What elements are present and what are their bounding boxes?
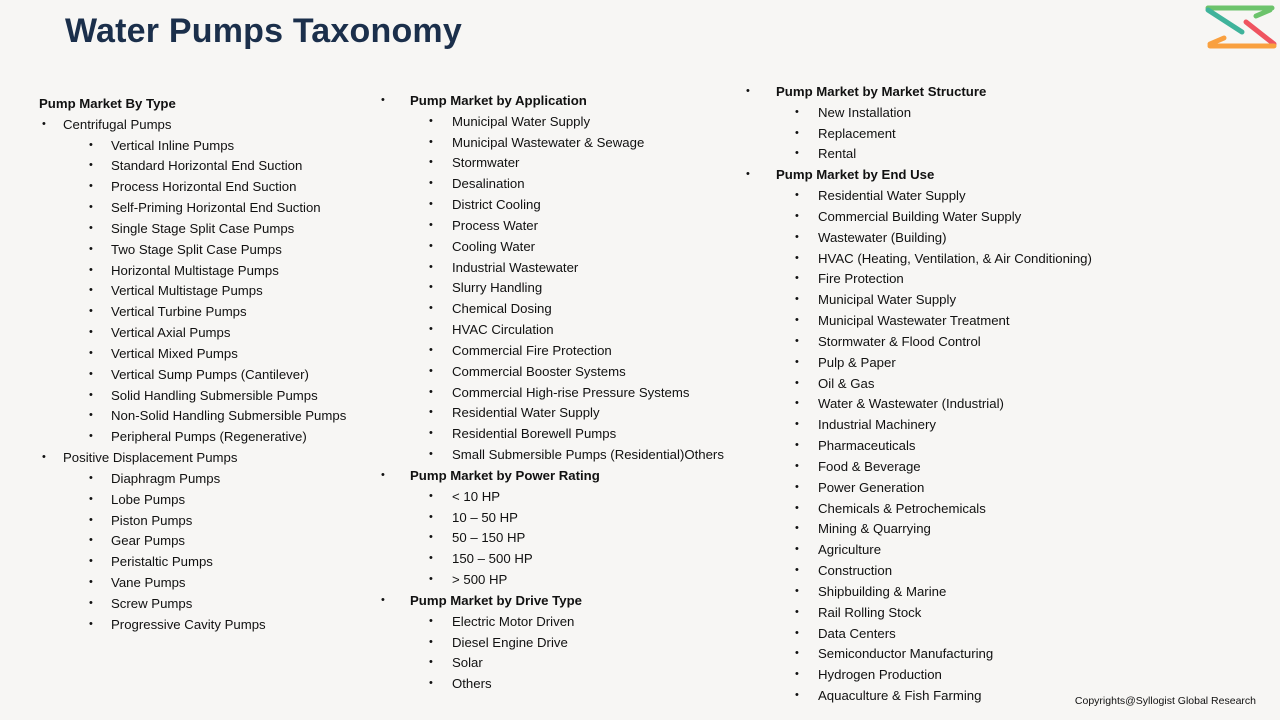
list-item: Industrial Machinery: [818, 417, 937, 433]
bullet-icon: •: [89, 430, 93, 443]
list-item: Oil & Gas: [818, 375, 875, 391]
bullet-icon: •: [795, 105, 799, 118]
list-item: Two Stage Split Case Pumps: [111, 241, 282, 257]
bullet-icon: •: [795, 480, 799, 493]
section-heading: Pump Market by Drive Type: [410, 592, 582, 608]
bullet-icon: •: [795, 147, 799, 160]
bullet-icon: •: [429, 239, 433, 252]
list-item: Wastewater (Building): [818, 229, 947, 245]
bullet-icon: •: [795, 209, 799, 222]
list-item: Single Stage Split Case Pumps: [111, 220, 295, 236]
bullet-icon: •: [429, 489, 433, 502]
bullet-icon: •: [429, 448, 433, 461]
bullet-icon: •: [89, 367, 93, 380]
category-item: Centrifugal Pumps: [63, 116, 172, 132]
list-item: Residential Water Supply: [818, 188, 966, 204]
list-item: Vertical Inline Pumps: [111, 137, 235, 153]
bullet-icon: •: [381, 468, 385, 481]
list-item: Data Centers: [818, 625, 896, 641]
bullet-icon: •: [89, 534, 93, 547]
bullet-icon: •: [429, 552, 433, 565]
bullet-icon: •: [89, 471, 93, 484]
bullet-icon: •: [89, 513, 93, 526]
list-item: Pharmaceuticals: [818, 438, 916, 454]
list-item: Residential Borewell Pumps: [452, 426, 617, 442]
list-item: Chemical Dosing: [452, 301, 552, 317]
bullet-icon: •: [89, 346, 93, 359]
list-item: Solar: [452, 655, 483, 671]
bullet-icon: •: [795, 314, 799, 327]
list-item: Process Water: [452, 217, 538, 233]
bullet-icon: •: [795, 293, 799, 306]
list-item: HVAC Circulation: [452, 322, 554, 338]
list-item: Slurry Handling: [452, 280, 543, 296]
bullet-icon: •: [42, 117, 46, 130]
list-item: Cooling Water: [452, 238, 536, 254]
list-item: Lobe Pumps: [111, 491, 186, 507]
bullet-icon: •: [429, 177, 433, 190]
bullet-icon: •: [795, 272, 799, 285]
page-title: Water Pumps Taxonomy: [65, 12, 462, 50]
list-item: Horizontal Multistage Pumps: [111, 262, 279, 278]
bullet-icon: •: [795, 689, 799, 702]
bullet-icon: •: [429, 614, 433, 627]
list-item: Diaphragm Pumps: [111, 470, 221, 486]
list-item: Water & Wastewater (Industrial): [818, 396, 1004, 412]
bullet-icon: •: [381, 593, 385, 606]
bullet-icon: •: [795, 397, 799, 410]
bullet-icon: •: [89, 201, 93, 214]
bullet-icon: •: [89, 242, 93, 255]
list-item: District Cooling: [452, 197, 541, 213]
list-item: Mining & Quarrying: [818, 521, 931, 537]
bullet-icon: •: [89, 180, 93, 193]
section-heading: Pump Market By Type: [39, 96, 176, 111]
bullet-icon: •: [795, 543, 799, 556]
list-item: Construction: [818, 563, 893, 579]
bullet-icon: •: [89, 305, 93, 318]
list-item: Gear Pumps: [111, 533, 186, 549]
bullet-icon: •: [795, 605, 799, 618]
bullet-icon: •: [429, 281, 433, 294]
list-item: Vertical Axial Pumps: [111, 325, 231, 341]
bullet-icon: •: [89, 159, 93, 172]
list-item: Screw Pumps: [111, 595, 193, 611]
bullet-icon: •: [795, 522, 799, 535]
bullet-icon: •: [795, 126, 799, 139]
bullet-icon: •: [89, 221, 93, 234]
bullet-icon: •: [89, 284, 93, 297]
list-item: Commercial Fire Protection: [452, 342, 612, 358]
company-logo: [1196, 2, 1280, 52]
bullet-icon: •: [429, 218, 433, 231]
bullet-icon: •: [795, 418, 799, 431]
list-item: Rental: [818, 146, 857, 162]
list-item: > 500 HP: [452, 572, 508, 588]
bullet-icon: •: [89, 263, 93, 276]
list-item: Municipal Water Supply: [452, 113, 591, 129]
bullet-icon: •: [429, 156, 433, 169]
bullet-icon: •: [89, 596, 93, 609]
list-item: 10 – 50 HP: [452, 509, 518, 525]
list-item: Stormwater & Flood Control: [818, 333, 981, 349]
category-item: Positive Displacement Pumps: [63, 450, 238, 466]
list-item: Agriculture: [818, 542, 882, 558]
list-item: Small Submersible Pumps (Residential)Others: [452, 447, 724, 463]
list-item: Diesel Engine Drive: [452, 634, 568, 650]
bullet-icon: •: [429, 677, 433, 690]
list-item: Replacement: [818, 125, 896, 141]
bullet-icon: •: [429, 135, 433, 148]
bullet-icon: •: [746, 85, 750, 97]
bullet-icon: •: [429, 406, 433, 419]
list-item: HVAC (Heating, Ventilation, & Air Conditioning): [818, 250, 1092, 266]
bullet-icon: •: [795, 189, 799, 202]
bullet-icon: •: [429, 635, 433, 648]
list-item: < 10 HP: [452, 488, 501, 504]
bullet-icon: •: [89, 555, 93, 568]
bullet-icon: •: [89, 409, 93, 422]
bullet-icon: •: [429, 510, 433, 523]
bullet-icon: •: [795, 376, 799, 389]
bullet-icon: •: [429, 114, 433, 127]
bullet-icon: •: [429, 260, 433, 273]
list-item: Non-Solid Handling Submersible Pumps: [111, 408, 347, 424]
list-item: 50 – 150 HP: [452, 530, 526, 546]
list-item: Vertical Sump Pumps (Cantilever): [111, 366, 309, 382]
list-item: Desalination: [452, 176, 525, 192]
copyright-text: Copyrights@Syllogist Global Research: [1074, 695, 1256, 707]
list-item: New Installation: [818, 104, 912, 120]
bullet-icon: •: [795, 459, 799, 472]
bullet-icon: •: [429, 364, 433, 377]
bullet-icon: •: [429, 385, 433, 398]
bullet-icon: •: [89, 138, 93, 151]
bullet-icon: •: [795, 668, 799, 681]
list-item: Vertical Multistage Pumps: [111, 283, 263, 299]
list-item: Municipal Wastewater Treatment: [818, 313, 1010, 329]
bullet-icon: •: [795, 647, 799, 660]
bullet-icon: •: [429, 427, 433, 440]
bullet-icon: •: [89, 326, 93, 339]
list-item: Commercial Booster Systems: [452, 363, 626, 379]
bullet-icon: •: [795, 501, 799, 514]
bullet-icon: •: [795, 230, 799, 243]
bullet-icon: •: [429, 573, 433, 586]
list-item: Piston Pumps: [111, 512, 193, 528]
list-item: Self-Priming Horizontal End Suction: [111, 200, 321, 216]
list-item: Fire Protection: [818, 271, 904, 287]
list-item: Commercial Building Water Supply: [818, 208, 1022, 224]
bullet-icon: •: [89, 617, 93, 630]
list-item: Progressive Cavity Pumps: [111, 616, 266, 632]
bullet-icon: •: [795, 251, 799, 264]
list-item: Peristaltic Pumps: [111, 554, 213, 570]
section-heading: Pump Market by End Use: [776, 167, 935, 183]
bullet-icon: •: [795, 584, 799, 597]
bullet-icon: •: [795, 564, 799, 577]
list-item: Rail Rolling Stock: [818, 604, 922, 620]
bullet-icon: •: [89, 576, 93, 589]
bullet-icon: •: [89, 388, 93, 401]
list-item: Electric Motor Driven: [452, 613, 575, 629]
list-item: Vertical Turbine Pumps: [111, 304, 247, 320]
bullet-icon: •: [429, 198, 433, 211]
list-item: Peripheral Pumps (Regenerative): [111, 429, 307, 445]
list-item: Industrial Wastewater: [452, 259, 579, 275]
list-item: Commercial High-rise Pressure Systems: [452, 384, 690, 400]
bullet-icon: •: [381, 94, 385, 106]
bullet-icon: •: [795, 626, 799, 639]
section-heading: Pump Market by Power Rating: [410, 467, 600, 483]
list-item: Others: [452, 676, 492, 692]
list-item: Chemicals & Petrochemicals: [818, 500, 986, 516]
list-item: Shipbuilding & Marine: [818, 583, 947, 599]
list-item: Municipal Water Supply: [818, 292, 957, 308]
bullet-icon: •: [429, 531, 433, 544]
bullet-icon: •: [89, 492, 93, 505]
list-item: Vertical Mixed Pumps: [111, 345, 238, 361]
list-item: Residential Water Supply: [452, 405, 600, 421]
list-item: Hydrogen Production: [818, 667, 942, 683]
list-item: Pulp & Paper: [818, 354, 896, 370]
list-item: Food & Beverage: [818, 458, 921, 474]
list-item: Power Generation: [818, 479, 925, 495]
list-item: Semiconductor Manufacturing: [818, 646, 994, 662]
list-item: Aquaculture & Fish Farming: [818, 688, 982, 704]
list-item: Municipal Wastewater & Sewage: [452, 134, 645, 150]
section-heading: Pump Market by Market Structure: [776, 84, 987, 99]
bullet-icon: •: [429, 323, 433, 336]
bullet-icon: •: [795, 355, 799, 368]
list-item: Solid Handling Submersible Pumps: [111, 387, 318, 403]
bullet-icon: •: [429, 656, 433, 669]
list-item: 150 – 500 HP: [452, 551, 533, 567]
list-item: Process Horizontal End Suction: [111, 179, 297, 195]
bullet-icon: •: [746, 168, 750, 181]
bullet-icon: •: [795, 439, 799, 452]
bullet-icon: •: [429, 302, 433, 315]
bullet-icon: •: [795, 334, 799, 347]
section-heading: Pump Market by Application: [410, 93, 587, 108]
list-item: Standard Horizontal End Suction: [111, 158, 303, 174]
list-item: Stormwater: [452, 155, 520, 171]
bullet-icon: •: [42, 451, 46, 464]
list-item: Vane Pumps: [111, 575, 186, 591]
bullet-icon: •: [429, 343, 433, 356]
